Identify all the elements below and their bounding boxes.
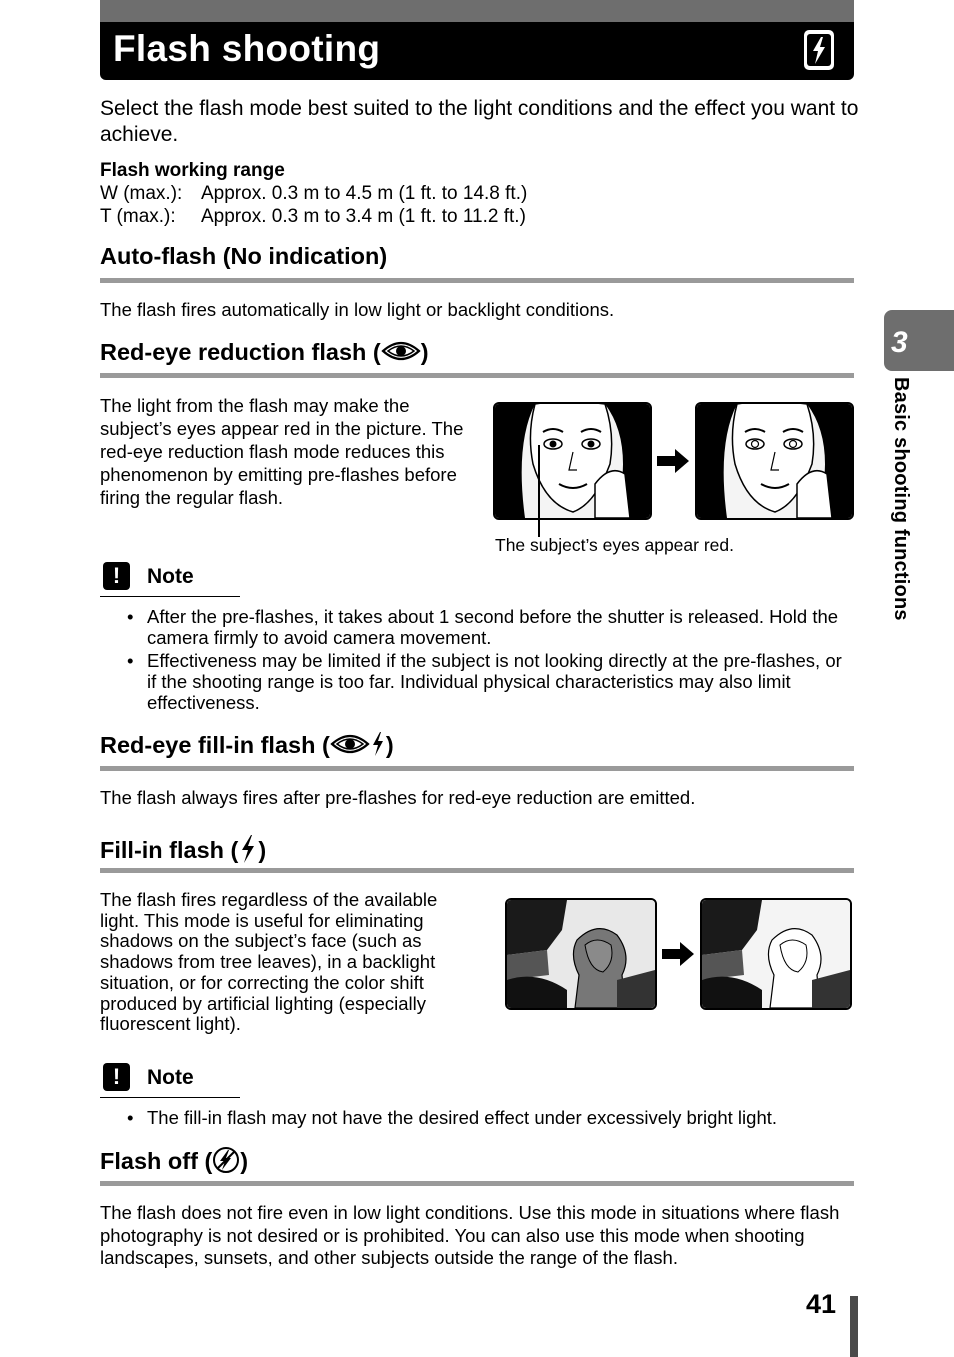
- flash-off-heading-suffix: ): [240, 1148, 249, 1175]
- page-edge-bar: [850, 1296, 858, 1357]
- section-rule: [100, 373, 854, 378]
- redeye-eye-icon: [381, 338, 421, 370]
- caption-leader-line: [538, 445, 540, 537]
- flash-range-value: Approx. 0.3 m to 3.4 m (1 ft. to 11.2 ft.): [201, 206, 526, 227]
- chapter-tab: [884, 310, 954, 371]
- section-rule: [100, 1181, 854, 1186]
- redeye-heading: [100, 338, 429, 370]
- section-rule: [100, 766, 854, 771]
- flash-auto-icon: [804, 30, 834, 70]
- intro-text: Select the flash mode best suited to the light conditions and the effect you want to achieve.: [100, 97, 859, 146]
- fill-photo-after: [700, 898, 852, 1010]
- note-heading: [100, 562, 240, 597]
- redeye-photo-after: [695, 402, 854, 520]
- section-rule: [100, 868, 854, 873]
- redeye-heading-prefix: Red-eye reduction flash (: [100, 339, 381, 366]
- redeye-photo-before: [493, 402, 652, 520]
- redeye-heading-suffix: ): [420, 339, 429, 366]
- flash-off-heading-prefix: Flash off (: [100, 1148, 213, 1175]
- note-heading: [100, 1063, 240, 1098]
- fill-flash-heading-prefix: Fill-in flash (: [100, 837, 239, 864]
- flash-off-icon: [212, 1146, 240, 1180]
- note-list: [100, 606, 845, 713]
- title-bar: [100, 0, 854, 80]
- flash-range-value: Approx. 0.3 m to 4.5 m (1 ft. to 14.8 ft.): [201, 183, 528, 204]
- redeye-text: The light from the flash may make the subject’s eyes appear red in the picture. The red-eye reduction flash mode reduces this phenomenon by emitting pre-flashes before firing the regular flash.: [100, 395, 464, 508]
- page-title: Flash shooting: [113, 28, 381, 69]
- fill-flash-heading: [100, 834, 266, 870]
- redeye-fill-heading-prefix: Red-eye fill-in flash (: [100, 732, 330, 759]
- fill-arrow-icon: [660, 941, 696, 972]
- flash-icon: [238, 834, 258, 870]
- auto-flash-heading: Auto-flash (No indication): [100, 243, 388, 269]
- flash-range-row-t: [100, 206, 526, 228]
- redeye-eye-icon: [330, 731, 370, 763]
- chapter-number: 3: [891, 326, 908, 359]
- note-label: Note: [147, 1066, 194, 1089]
- chapter-label: Basic shooting functions: [890, 377, 912, 621]
- redeye-caption: The subject’s eyes appear red.: [495, 535, 734, 555]
- exclamation-icon: !: [103, 562, 130, 590]
- flash-icon: [370, 731, 386, 763]
- page-number: 41: [806, 1289, 837, 1319]
- flash-range-row-w: [100, 183, 527, 205]
- note-item: • Effectiveness may be limited if the subject is not looking directly at the pre-flashes, or if the shooting range is too far. Individual physical characteristics may also limit effectiveness.: [100, 650, 845, 713]
- fill-photo-before: [505, 898, 657, 1010]
- flash-off-text: The flash does not fire even in low light conditions. Use this mode in situations where flash photography is not desired or is prohibited. You can also use this mode when shooting landscapes, sunsets, and other subjects outside the range of the flash.: [100, 1202, 840, 1268]
- title-top-strip: [100, 0, 854, 22]
- note-label: Note: [147, 565, 194, 588]
- redeye-fill-heading-suffix: ): [385, 732, 394, 759]
- exclamation-icon: !: [103, 1063, 130, 1091]
- redeye-fill-heading: [100, 731, 394, 763]
- note-item: • The fill-in flash may not have the desired effect under excessively bright light.: [100, 1107, 860, 1128]
- note-item: • After the pre-flashes, it takes about 1 second before the shutter is released. Hold the camera firmly to avoid camera movement.: [100, 606, 845, 648]
- redeye-arrow-icon: [655, 448, 691, 479]
- flash-off-heading: [100, 1146, 248, 1180]
- fill-flash-heading-suffix: ): [258, 837, 267, 864]
- redeye-fill-text: The flash always fires after pre-flashes for red-eye reduction are emitted.: [100, 787, 696, 808]
- fill-flash-text: The flash fires regardless of the available light. This mode is useful for eliminating shadows on the subject’s face (such as shadows from tree leaves), in a backlight situation, or for correcting the color shift produced by artificial lighting (especially fluorescent light).: [100, 889, 438, 1035]
- auto-flash-text: The flash fires automatically in low light or backlight conditions.: [100, 299, 615, 320]
- flash-range-title: Flash working range: [100, 160, 285, 181]
- flash-range-label: W (max.):: [100, 183, 183, 204]
- section-rule: [100, 278, 854, 283]
- note-list: [100, 1107, 860, 1128]
- flash-range-label: T (max.):: [100, 206, 176, 227]
